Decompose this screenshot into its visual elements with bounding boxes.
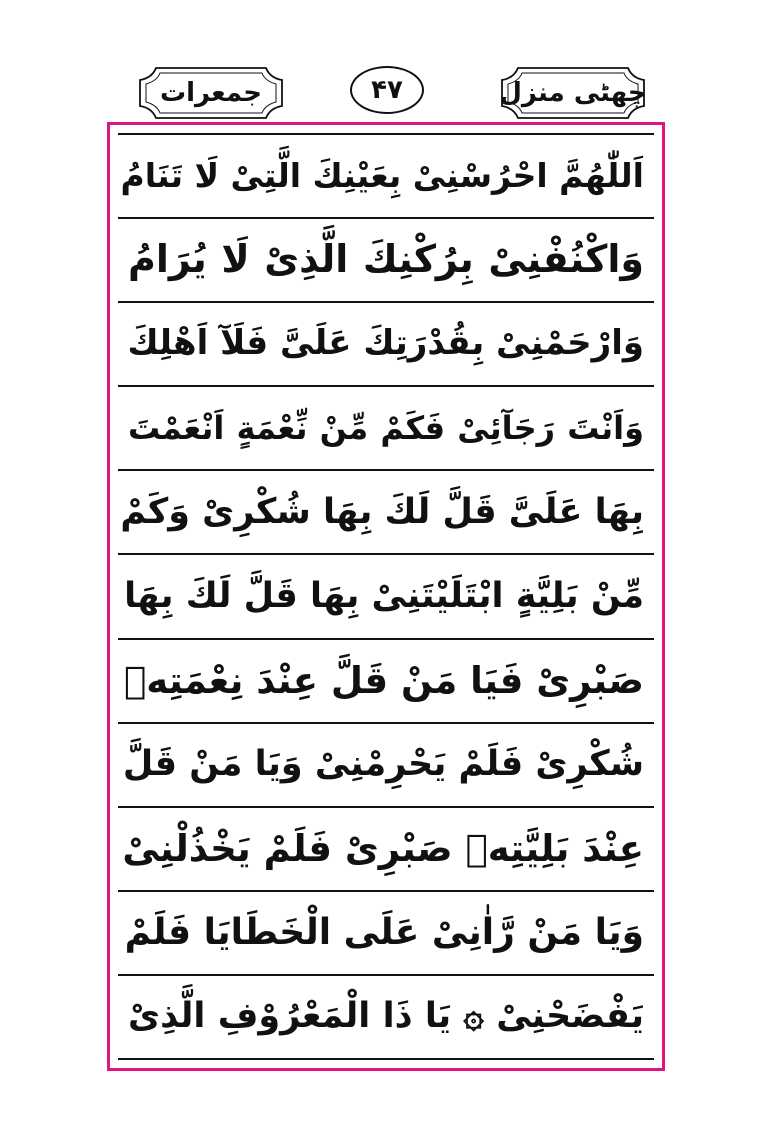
text-lines <box>118 133 654 1060</box>
arabic-text: وَاَنْتَ رَجَآئِیْ فَكَمْ مِّنْ نِّعْمَةٍ اَنْعَمْتَ <box>128 408 644 447</box>
arabic-text: شُكْرِیْ فَلَمْ یَحْرِمْنِیْ وَیَا مَنْ قَلَّ <box>122 744 644 785</box>
text-line <box>118 806 654 890</box>
arabic-text: وَاكْنُفْنِیْ بِرُكْنِكَ الَّذِیْ لَا یُرَامُ <box>128 237 644 282</box>
text-line <box>118 385 654 469</box>
page-number: ۴۷ <box>350 66 424 114</box>
arabic-text: وَارْحَمْنِیْ بِقُدْرَتِكَ عَلَیَّ فَلَآ اَهْلِكَ <box>127 323 644 364</box>
text-line <box>118 722 654 806</box>
arabic-text: وَیَا مَنْ رَّاٰنِیْ عَلَی الْخَطَایَا فَلَمْ <box>124 911 644 953</box>
arabic-text: مِّنْ بَلِیَّةٍ ابْتَلَیْتَنِیْ بِهَا قَلَّ لَكَ بِهَا <box>124 575 644 616</box>
arabic-text: صَبْرِیْ فَیَا مَنْ قَلَّ عِنْدَ نِعْمَتِهٖ <box>124 658 644 702</box>
manzil-cartouche <box>498 60 648 126</box>
arabic-text: عِنْدَ بَلِیَّتِهٖ صَبْرِیْ فَلَمْ یَخْذُلْنِیْ <box>122 826 644 870</box>
arabic-text: اَللّٰھُمَّ احْرُسْنِیْ بِعَیْنِكَ الَّتِیْ لَا تَنَامُ <box>120 155 644 195</box>
text-line <box>118 553 654 637</box>
text-line <box>118 469 654 553</box>
text-line <box>118 301 654 385</box>
text-line <box>118 974 654 1060</box>
text-line <box>118 890 654 974</box>
arabic-text: یَفْضَحْنِیْ ۞ یَا ذَا الْمَعْرُوْفِ الَّذِیْ <box>128 996 644 1037</box>
text-line <box>118 217 654 301</box>
text-line <box>118 133 654 217</box>
text-line <box>118 638 654 722</box>
day-label: جمعرات <box>159 78 263 108</box>
text-frame <box>107 122 665 1071</box>
day-cartouche <box>136 60 286 126</box>
arabic-text: بِهَا عَلَیَّ قَلَّ لَكَ بِهَا شُكْرِیْ وَكَمْ <box>120 491 644 532</box>
page-header <box>0 0 772 122</box>
manzil-label: چھٹی منزل <box>499 78 647 108</box>
